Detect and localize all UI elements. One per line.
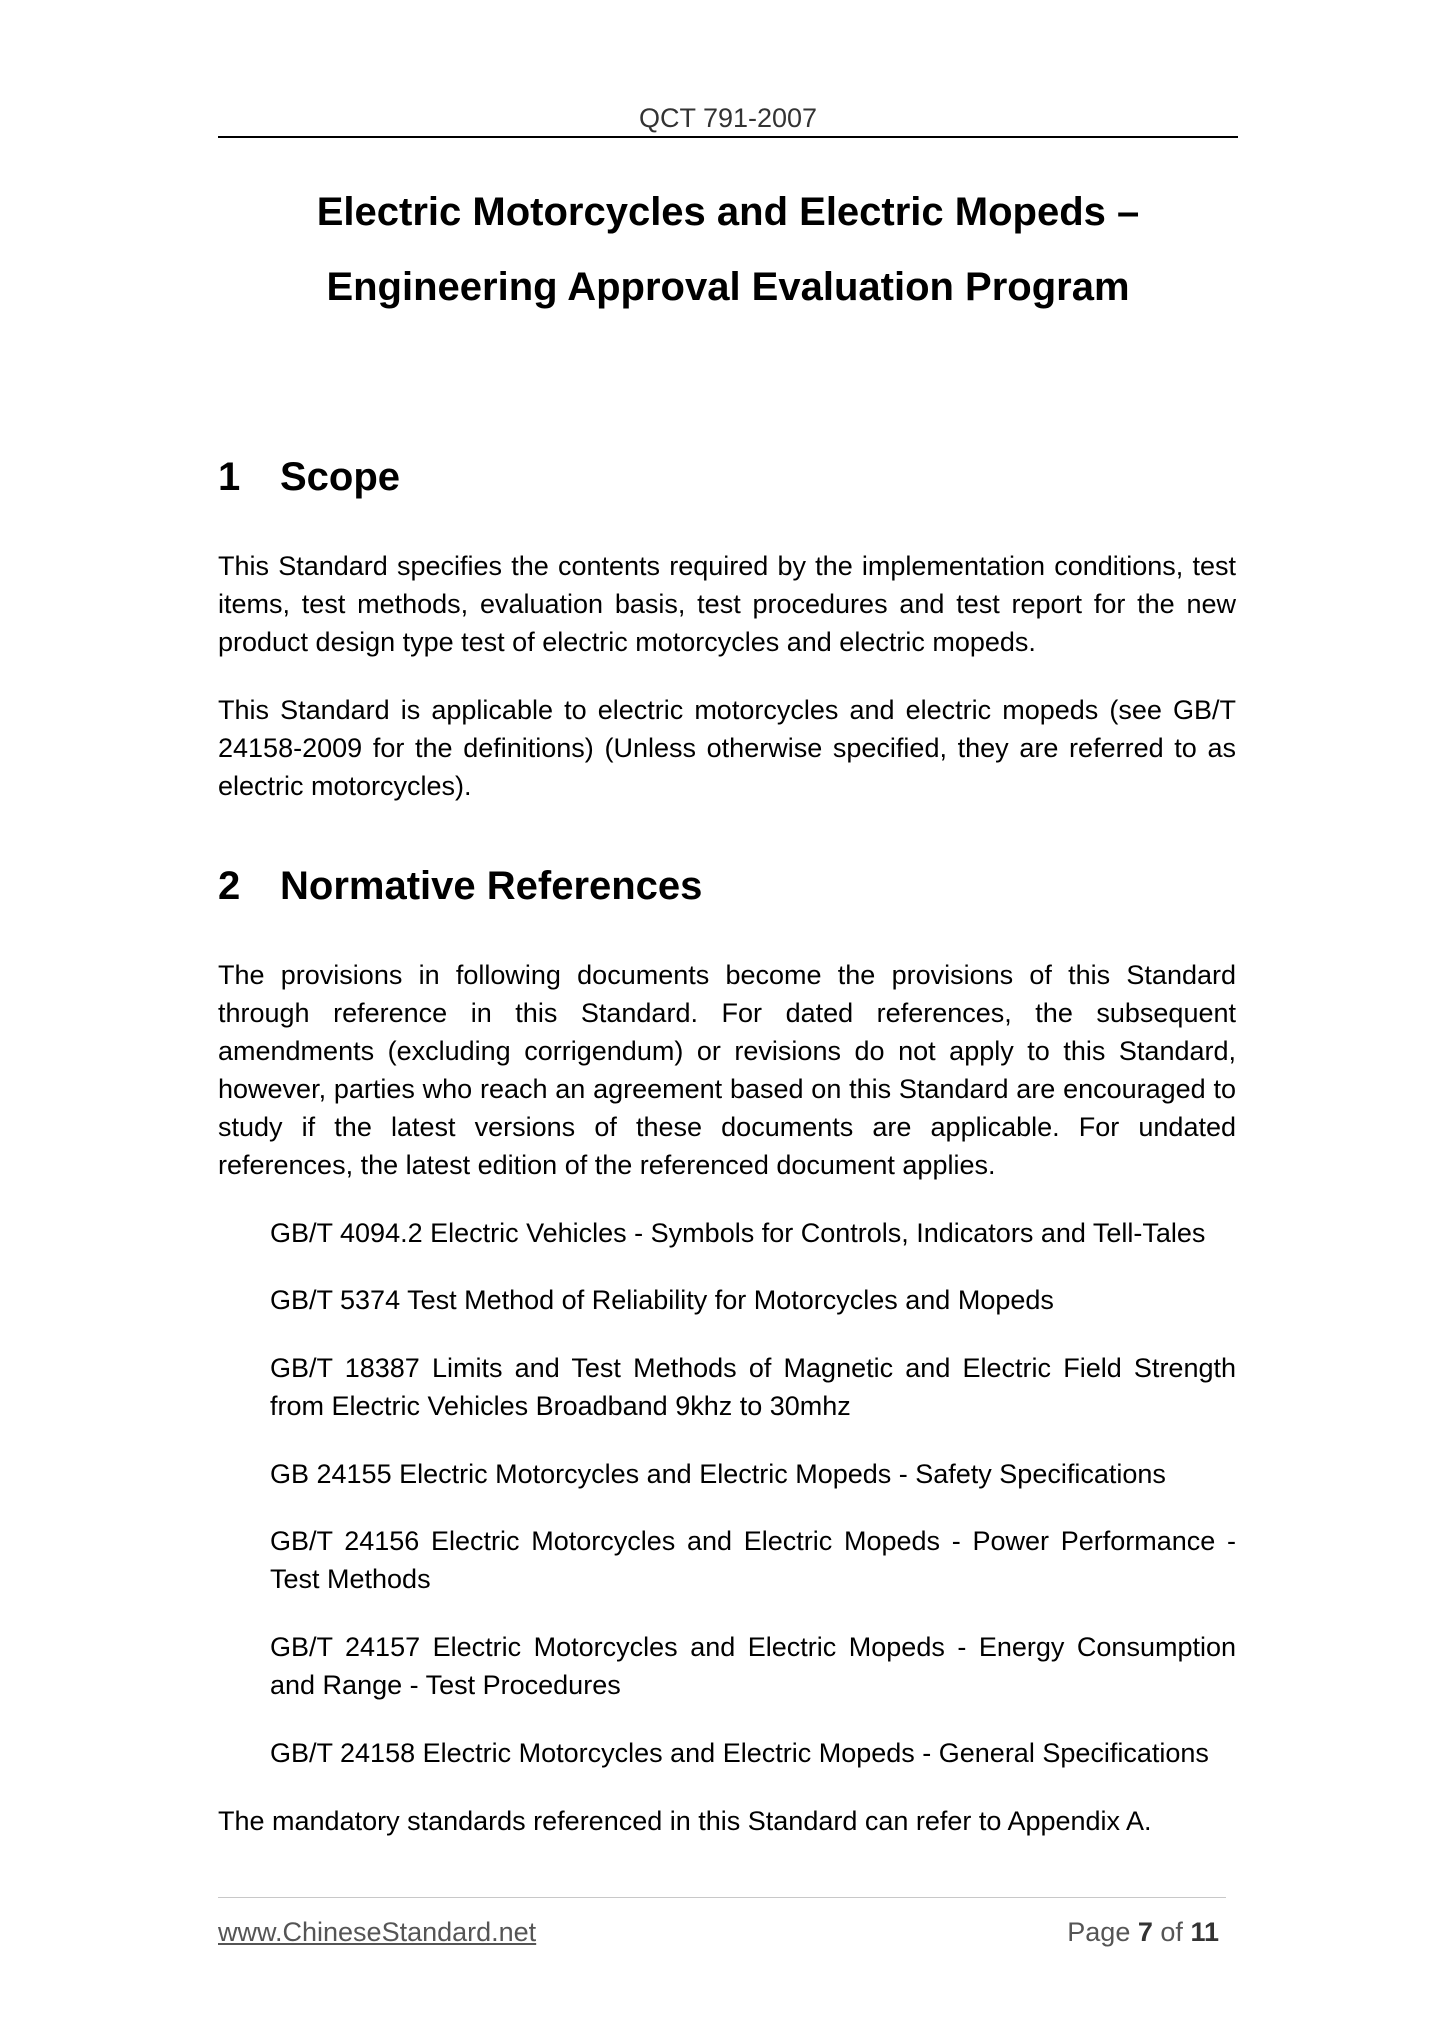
scope-paragraph-2: This Standard is applicable to electric motorcycles and electric mopeds (see GB/T 24158-2009 for the definitions) (Unless otherwise specified, they are referred to as electric motorcycles). <box>218 695 1236 801</box>
section-number: 1 <box>218 455 241 499</box>
section-2-heading <box>218 864 702 909</box>
references-intro-paragraph: The provisions in following documents become the provisions of this Standard through reference in this Standard. For dated references, the subsequent amendments (excluding corrigendum) or revisions do not apply to this Standard, however, parties who reach an agreement based on this Standard are encouraged to study if the latest versions of these documents are applicable. For undated references, the latest edition of the referenced document applies. <box>218 960 1236 1180</box>
reference-item: GB/T 24157 Electric Motorcycles and Electric Mopeds - Energy Consumption and Range - Test Procedures <box>270 1632 1236 1700</box>
references-closing-paragraph: The mandatory standards referenced in this Standard can refer to Appendix A. <box>218 1806 1152 1836</box>
section-title: Normative References <box>280 864 703 908</box>
page-label: Page <box>1067 1917 1131 1947</box>
website-link[interactable]: www.ChineseStandard.net <box>218 1917 537 1947</box>
reference-item: GB 24155 Electric Motorcycles and Electric Mopeds - Safety Specifications <box>270 1459 1166 1489</box>
scope-paragraph-1: This Standard specifies the contents required by the implementation conditions, test items, test methods, evaluation basis, test procedures and test report for the new product design type test of electric motorcycles and electric mopeds. <box>218 551 1236 657</box>
document-title-line-1: Electric Motorcycles and Electric Mopeds – <box>316 190 1140 234</box>
reference-item: GB/T 24156 Electric Motorcycles and Electric Mopeds - Power Performance - Test Methods <box>270 1526 1236 1594</box>
reference-item: GB/T 4094.2 Electric Vehicles - Symbols for Controls, Indicators and Tell-Tales <box>270 1218 1206 1248</box>
section-1-heading <box>218 455 400 500</box>
reference-item: GB/T 24158 Electric Motorcycles and Electric Mopeds - General Specifications <box>270 1738 1209 1768</box>
page-current: 7 <box>1137 1917 1153 1947</box>
page-number <box>1067 1917 1219 1948</box>
footer-divider <box>218 1897 1226 1898</box>
header-divider <box>218 136 1238 138</box>
header-doc-code: QCT 791-2007 <box>638 103 818 133</box>
section-number: 2 <box>218 864 241 908</box>
section-title: Scope <box>280 455 401 499</box>
reference-item: GB/T 18387 Limits and Test Methods of Magnetic and Electric Field Strength from Electric Vehicles Broadband 9khz to 30mhz <box>270 1353 1236 1421</box>
reference-item: GB/T 5374 Test Method of Reliability for Motorcycles and Mopeds <box>270 1285 1054 1315</box>
document-title-line-2: Engineering Approval Evaluation Program <box>326 265 1130 309</box>
page-of-label: of <box>1160 1917 1183 1947</box>
page-total: 11 <box>1190 1917 1219 1947</box>
